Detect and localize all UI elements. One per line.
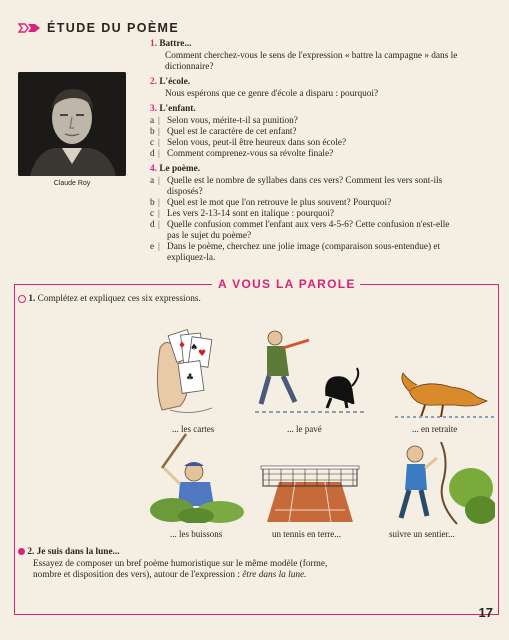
- item-text: Dans le poème, cherchez une jolie image (comparaison sous-entendue) et: [167, 242, 441, 252]
- item-letter: d: [150, 220, 155, 230]
- item-letter: a: [150, 176, 155, 186]
- walking-man-cat-illustration: [255, 328, 365, 418]
- question-2-line: Nous espérons que ce genre d'école a disparu : pourquoi?: [165, 89, 379, 99]
- item-letter: c: [150, 209, 155, 219]
- item-letter: d: [150, 149, 155, 159]
- question-4-heading: [150, 164, 200, 175]
- svg-text:♥: ♥: [198, 349, 207, 359]
- item-text-continued: pas le sujet du poème?: [167, 231, 252, 241]
- question-number: 2.: [150, 77, 157, 87]
- boy-beating-bushes-illustration: [150, 428, 245, 523]
- item-letter: b: [150, 198, 155, 208]
- svg-text:♣: ♣: [186, 373, 195, 383]
- item-letter: a: [150, 116, 155, 126]
- question-number: 1.: [150, 39, 157, 49]
- exercise-1-heading: [18, 294, 201, 305]
- illustration-caption: ... en retraite: [412, 424, 458, 434]
- exercise-2-line: Essayez de composer un bref poème humoristique sur le même modèle (forme,: [33, 559, 328, 569]
- exercise-number: 1.: [28, 294, 36, 304]
- item-text: Selon vous, mérite-t-il sa punition?: [167, 116, 298, 126]
- question-1-heading: [150, 39, 191, 50]
- exercise-text: nombre et disposition des vers), autour de l'expression :: [33, 570, 240, 580]
- item-letter: e: [150, 242, 155, 252]
- question-title: Battre...: [159, 39, 192, 49]
- item-text-continued: disposés?: [167, 187, 203, 197]
- item-text: Quel est le caractère de cet enfant?: [167, 127, 297, 137]
- illustration-caption: un tennis en terre...: [272, 529, 341, 539]
- illustration-caption: ... les cartes: [172, 424, 215, 434]
- question-item: c | Selon vous, peut-il être heureux dans son école?: [150, 138, 347, 148]
- question-title: Le poème.: [159, 164, 201, 174]
- portrait-caption: Claude Roy: [53, 180, 91, 187]
- item-text-continued: expliquez-la.: [167, 253, 216, 263]
- item-text: Selon vous, peut-il être heureux dans son école?: [167, 138, 347, 148]
- illustration-caption: ... le pavé: [287, 424, 322, 434]
- question-title: L'enfant.: [159, 104, 196, 114]
- parole-title: A VOUS LA PAROLE: [218, 277, 356, 291]
- question-3-heading: [150, 104, 196, 115]
- question-item: b | Quel est le mot que l'on retrouve le plus souvent? Pourquoi?: [150, 198, 392, 208]
- question-2-heading: [150, 77, 190, 88]
- item-letter: b: [150, 127, 155, 137]
- question-item: c | Les vers 2-13-14 sont en italique : pourquoi?: [150, 209, 335, 219]
- item-text: Quel est le mot que l'on retrouve le plus souvent? Pourquoi?: [167, 198, 392, 208]
- question-item: e | Dans le poème, cherchez une jolie image (comparaison sous-entendue) et: [150, 242, 441, 252]
- question-item: a | Quelle est le nombre de syllabes dans ces vers? Comment les vers sont-ils: [150, 176, 443, 186]
- item-letter: c: [150, 138, 155, 148]
- item-text: Quelle confusion commet l'enfant aux vers 4-5-6? Cette confusion n'est-elle: [167, 220, 450, 230]
- question-number: 3.: [150, 104, 157, 114]
- question-1-line: Comment cherchez-vous le sens de l'expression « battre la campagne » dans le: [165, 51, 458, 61]
- question-title: L'école.: [159, 77, 191, 87]
- arrow-logo-icon: [18, 22, 42, 34]
- question-item: a | Selon vous, mérite-t-il sa punition?: [150, 116, 298, 126]
- cards-hand-illustration: [150, 318, 250, 418]
- item-text: Comment comprenez-vous sa révolte finale?: [167, 149, 334, 159]
- question-item: d | Quelle confusion commet l'enfant aux vers 4-5-6? Cette confusion n'est-elle: [150, 220, 450, 230]
- circle-bullet-icon: [18, 295, 26, 303]
- item-text: Quelle est le nombre de syllabes dans ces vers? Comment les vers sont-ils: [167, 176, 443, 186]
- svg-text:♠: ♠: [190, 343, 199, 353]
- exercise-number: 2.: [27, 547, 35, 557]
- illustration-caption: suivre un sentier...: [389, 529, 455, 539]
- tennis-court-illustration: [255, 460, 365, 525]
- exercise-title: Je suis dans la lune...: [36, 547, 120, 557]
- fox-illustration: [395, 365, 495, 420]
- boy-on-path-illustration: [385, 432, 495, 527]
- section-title: ÉTUDE DU POÈME: [47, 21, 180, 35]
- question-item: d | Comment comprenez-vous sa révolte finale?: [150, 149, 334, 159]
- page-number: 17: [478, 605, 493, 620]
- svg-text:♦: ♦: [178, 341, 187, 351]
- item-text: Les vers 2-13-14 sont en italique : pourquoi?: [167, 209, 335, 219]
- question-number: 4.: [150, 164, 157, 174]
- dot-bullet-icon: [18, 548, 25, 555]
- question-item: b | Quel est le caractère de cet enfant?: [150, 127, 297, 137]
- exercise-2-heading: [18, 547, 120, 558]
- exercise-text-italic: être dans la lune.: [242, 570, 307, 580]
- exercise-2-line: [33, 570, 307, 581]
- author-portrait: [18, 72, 126, 176]
- exercise-text: Complétez et expliquez ces six expressions.: [37, 294, 201, 304]
- illustration-caption: ... les buissons: [170, 529, 223, 539]
- question-1-line: dictionnaire?: [165, 62, 214, 72]
